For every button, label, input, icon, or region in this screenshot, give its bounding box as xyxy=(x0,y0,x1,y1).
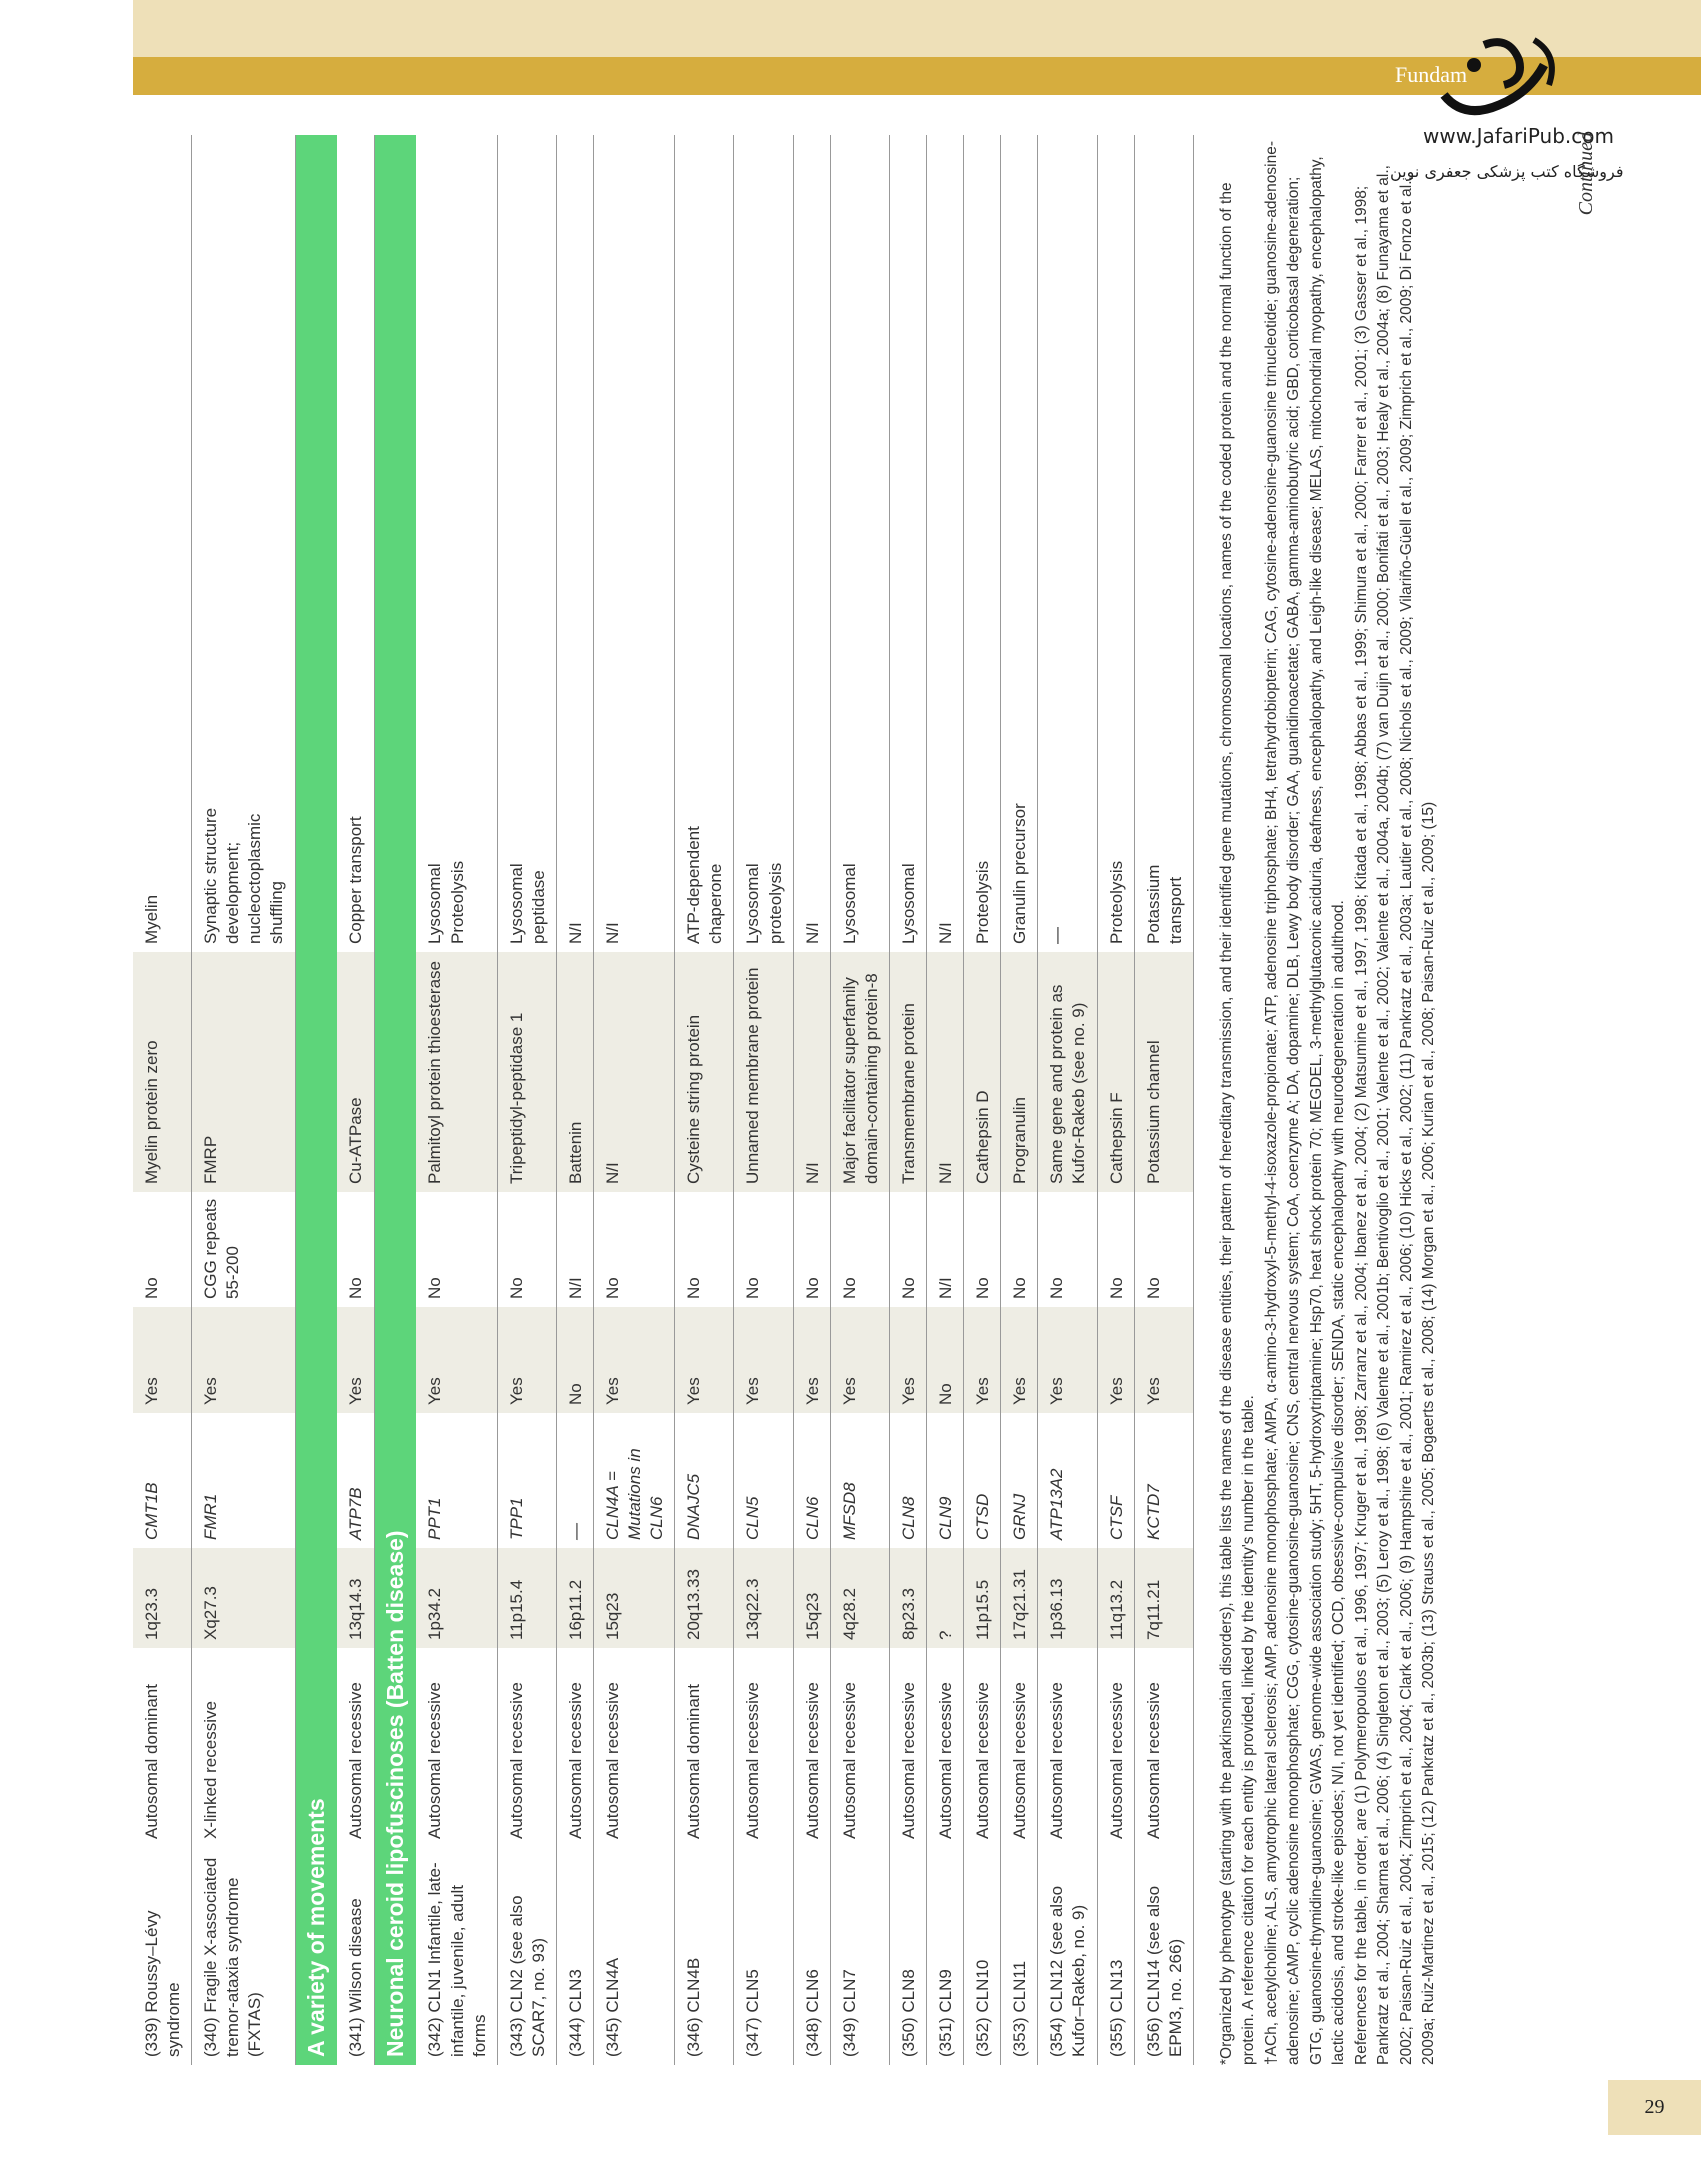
table-cell: No xyxy=(889,1192,926,1307)
table-cell: Synaptic structure development; nucleoctoplasmic shuffling xyxy=(192,797,295,952)
table-cell: (344) CLN3 xyxy=(556,1847,593,2065)
table-cell: CLN4A = Mutations in CLN6 xyxy=(594,1413,675,1548)
table-cell: Cysteine string protein xyxy=(675,952,734,1192)
table-cell: Palmitoyl protein thioesterase xyxy=(416,952,497,1192)
table-cell: 13q14.3 xyxy=(337,1548,374,1648)
table-row xyxy=(416,135,497,2065)
table-cell: (350) CLN8 xyxy=(889,1847,926,2065)
table-cell: N/I xyxy=(793,952,830,1192)
table-cell: (340) Fragile X-associated tremor-ataxia syndrome (FXTAS) xyxy=(192,1847,295,2065)
table-cell: Cathepsin D xyxy=(964,952,1001,1192)
table-cell: Autosomal recessive xyxy=(1001,1648,1038,1847)
table-cell: No xyxy=(556,1307,593,1413)
empty-cell xyxy=(927,135,964,797)
table-cell: (356) CLN14 (see also EPM3, no. 266) xyxy=(1134,1847,1193,2065)
disease-table xyxy=(133,135,1194,2065)
table-row xyxy=(889,135,926,2065)
table-cell: No xyxy=(734,1192,793,1307)
table-row xyxy=(1038,135,1097,2065)
table-cell: PPT1 xyxy=(416,1413,497,1548)
table-cell: (339) Roussy–Lévy syndrome xyxy=(133,1847,192,2065)
table-cell: Battenin xyxy=(556,952,593,1192)
table-cell: (342) CLN1 Infantile, late-infantile, juvenile, adult forms xyxy=(416,1847,497,2065)
table-footnotes xyxy=(1216,135,1441,2065)
table-cell: Lysosomal peptidase xyxy=(497,797,556,952)
table-cell: N/I xyxy=(556,797,593,952)
table-cell: CLN5 xyxy=(734,1413,793,1548)
table-cell: N/I xyxy=(927,1192,964,1307)
table-cell: No xyxy=(1001,1192,1038,1307)
section-heading: A variety of movements xyxy=(295,135,337,2065)
table-cell: No xyxy=(1134,1192,1193,1307)
table-cell: Yes xyxy=(497,1307,556,1413)
table-cell: 11q13.2 xyxy=(1097,1548,1134,1648)
table-cell: No xyxy=(1038,1192,1097,1307)
table-row xyxy=(830,135,889,2065)
table-row xyxy=(1001,135,1038,2065)
table-cell: Granulin precursor xyxy=(1001,797,1038,952)
table-cell: Cu-ATPase xyxy=(337,952,374,1192)
table-cell: 16p11.2 xyxy=(556,1548,593,1648)
table-cell: Potassium channel xyxy=(1134,952,1193,1192)
table-row xyxy=(337,135,374,2065)
table-cell: No xyxy=(594,1192,675,1307)
table-cell: Yes xyxy=(594,1307,675,1413)
empty-cell xyxy=(1097,135,1134,797)
table-cell: Tripeptidyl-peptidase 1 xyxy=(497,952,556,1192)
table-cell: N/I xyxy=(793,797,830,952)
empty-cell xyxy=(734,135,793,797)
table-row xyxy=(133,135,192,2065)
table-cell: Autosomal recessive xyxy=(793,1648,830,1847)
table-cell: (355) CLN13 xyxy=(1097,1847,1134,2065)
table-cell: GRNJ xyxy=(1001,1413,1038,1548)
table-cell: Potassium transport xyxy=(1134,797,1193,952)
table-cell: Xq27.3 xyxy=(192,1548,295,1648)
empty-cell xyxy=(1001,135,1038,797)
table-cell: 15q23 xyxy=(793,1548,830,1648)
table-cell: (349) CLN7 xyxy=(830,1847,889,2065)
continued-label: Continued xyxy=(1575,132,1597,216)
table-cell: Yes xyxy=(1001,1307,1038,1413)
table-cell: Autosomal recessive xyxy=(927,1648,964,1847)
table-cell: No xyxy=(133,1192,192,1307)
table-cell: Autosomal recessive xyxy=(734,1648,793,1847)
table-cell: (345) CLN4A xyxy=(594,1847,675,2065)
table-cell: ATP-dependent chaperone xyxy=(675,797,734,952)
section-band xyxy=(295,135,337,2065)
table-cell: 1p34.2 xyxy=(416,1548,497,1648)
table-row xyxy=(927,135,964,2065)
table-cell: ATP7B xyxy=(337,1413,374,1548)
table-cell: 7q11.21 xyxy=(1134,1548,1193,1648)
page-number: 29 xyxy=(1644,2096,1665,2118)
table-cell: No xyxy=(337,1192,374,1307)
table-cell: Autosomal recessive xyxy=(830,1648,889,1847)
table-row xyxy=(192,135,295,2065)
table-cell: 13q22.3 xyxy=(734,1548,793,1648)
table-cell: Autosomal recessive xyxy=(556,1648,593,1847)
running-header: Fundam xyxy=(1395,62,1468,87)
table-body xyxy=(133,135,1193,2065)
table-cell: Autosomal dominant xyxy=(133,1648,192,1847)
table-cell: Yes xyxy=(889,1307,926,1413)
table-cell: (354) CLN12 (see also Kufor–Rakeb, no. 9) xyxy=(1038,1847,1097,2065)
table-cell: (343) CLN2 (see also SCAR7, no. 93) xyxy=(497,1847,556,2065)
table-row xyxy=(964,135,1001,2065)
table-row xyxy=(793,135,830,2065)
table-cell: 17q21.31 xyxy=(1001,1548,1038,1648)
table-row xyxy=(497,135,556,2065)
table-cell: ATP13A2 xyxy=(1038,1413,1097,1548)
table-cell: Cathepsin F xyxy=(1097,952,1134,1192)
table-cell: Proteolysis xyxy=(964,797,1001,952)
table-cell: Lysosomal Proteolysis xyxy=(416,797,497,952)
watermark-url: www.JafariPub.com xyxy=(1423,124,1614,148)
table-cell: 1q23.3 xyxy=(133,1548,192,1648)
table-cell: Lysosomal xyxy=(889,797,926,952)
table-cell: Copper transport xyxy=(337,797,374,952)
publisher-logo xyxy=(1424,25,1574,135)
table-cell: No xyxy=(927,1307,964,1413)
table-cell: Major facilitator superfamily domain-containing protein-8 xyxy=(830,952,889,1192)
table-cell: Yes xyxy=(964,1307,1001,1413)
table-cell: Yes xyxy=(1134,1307,1193,1413)
footnote-abbreviations: †ACh, acetylcholine; ALS, amyotrophic lateral sclerosis; AMP, adenosine monophosphate; AMPA, α-amino-3-hydroxyl-5-methyl-4-isoxazole-propionate; ATP, adenosine triphosphate; BH4, tetrahydrobiopterin; CAG, cytosine-adenosine-guanosine trinucleotide; guanosine-adenosine-adenosine; cAMP, cyclic adenosine monophosphate; CGG, cytosine-guanosine-guanosine; CNS, central nervous system; CoA, coenzyme A; DA, dopamine; DLB, Lewy body disorder; GAA, guanidinoacetate; GABA, gamma-aminobutyric acid; GBD, corticobasal degeneration; GTG, guanosine-thymidine-guanosine; GWAS, genome-wide association study; 5HT, 5-hydroxytriptamine; Hsp70, heat shock protein 70; MEGDEL, 3-methylglutaconic aciduria, deafness, encephalopathy, and Leigh-like disease; MELAS, mitochondrial myopathy, encephalopathy, lactic acidosis, and stroke-like episodes; N/I, not yet identified; OCD, obsessive-compulsive disorder; SENDA, static encephalopathy with neurodegeneration in adulthood. xyxy=(1262,140,1348,2065)
table-cell: 11p15.4 xyxy=(497,1548,556,1648)
table-cell: MFSD8 xyxy=(830,1413,889,1548)
empty-cell xyxy=(133,135,192,797)
section-heading: Neuronal ceroid lipofuscinoses (Batten disease) xyxy=(374,135,416,2065)
table-cell: (348) CLN6 xyxy=(793,1847,830,2065)
table-cell: Myelin protein zero xyxy=(133,952,192,1192)
rotated-table-page xyxy=(133,135,1437,2065)
table-cell: Yes xyxy=(1038,1307,1097,1413)
empty-cell xyxy=(675,135,734,797)
table-cell: (341) Wilson disease xyxy=(337,1847,374,2065)
table-cell: Autosomal recessive xyxy=(1097,1648,1134,1847)
empty-cell xyxy=(192,135,295,797)
table-cell: (351) CLN9 xyxy=(927,1847,964,2065)
table-cell: Yes xyxy=(1097,1307,1134,1413)
empty-cell xyxy=(889,135,926,797)
table-cell: Autosomal recessive xyxy=(889,1648,926,1847)
footnote-references: References for the table, in order, are (1) Polymeropoulos et al., 1996, 1997; Kruger et al., 1998; Zarranz et al., 2004; Ibanez et al., 2004; (2) Matsumine et al., 1997, 1998; Kitada et al., 1998; Abbas et al., 1999; Shimura et al., 2000; Farrer et al., 2001; (3) Gasser et al., 1998; Pankratz et al., 2004; Sharma et al., 2006; (4) Singleton et al., 2003; (5) Leroy et al., 1998; (6) Valente et al., 2001b; Bentivoglio et al., 2001; Valente et al., 2002; Valente et al., 2004a, 2004b; (7) van Duijn et al., 2000; Bonifati et al., 2003; Healy et al., 2004a; (8) Funayama et al., 2002; Paisan-Ruiz et al., 2004; Zimprich et al., 2004; Clark et al., 2006; (9) Hampshire et al., 2001; Ramirez et al., 2006; (10) Hicks et al., 2002; (11) Pankratz et al., 2003a; Lautier et al., 2008; Nichols et al., 2009; Vilariño-Güell et al., 2009; Zimprich et al., 2009; Di Fonzo et al., 2009a; Ruiz-Martinez et al., 2015; (12) Pankratz et al., 2003b; (13) Strauss et al., 2005; Bogaerts et al., 2008; (14) Morgan et al., 2006; Kurian et al., 2008; Paisan-Ruiz et al., 2009; (15) xyxy=(1352,165,1437,2065)
watermark-persian: فروشگاه کتب پزشکی جعفری نوین xyxy=(1390,162,1624,181)
table-cell: No xyxy=(830,1192,889,1307)
empty-cell xyxy=(793,135,830,797)
table-cell: Autosomal recessive xyxy=(416,1648,497,1847)
empty-cell xyxy=(830,135,889,797)
table-cell: Yes xyxy=(416,1307,497,1413)
table-cell: No xyxy=(416,1192,497,1307)
table-cell: Autosomal recessive xyxy=(497,1648,556,1847)
table-row xyxy=(556,135,593,2065)
table-cell: Yes xyxy=(133,1307,192,1413)
table-cell: Unnamed membrane protein xyxy=(734,952,793,1192)
table-row xyxy=(675,135,734,2065)
footnote-organization: *Organized by phenotype (starting with the parkinsonian disorders), this table lists the names of the disease entities, their pattern of hereditary transmission, and their identified gene mutations, chromosomal locations, names of the coded protein and the normal function of the protein. A reference citation for each entity is provided, linked by the identity's number in the table. xyxy=(1217,182,1258,2065)
table-cell: CLN8 xyxy=(889,1413,926,1548)
table-cell: N/I xyxy=(927,952,964,1192)
table-cell: CLN6 xyxy=(793,1413,830,1548)
empty-cell xyxy=(337,135,374,797)
table-cell: CTSF xyxy=(1097,1413,1134,1548)
table-cell: Yes xyxy=(793,1307,830,1413)
table-cell: CGG repeats 55-200 xyxy=(192,1192,295,1307)
table-cell: X-linked recessive xyxy=(192,1648,295,1847)
table-cell: FMRP xyxy=(192,952,295,1192)
table-cell: 8p23.3 xyxy=(889,1548,926,1648)
table-cell: Autosomal recessive xyxy=(1038,1648,1097,1847)
table-cell: 1p36.13 xyxy=(1038,1548,1097,1648)
table-cell: ? xyxy=(927,1548,964,1648)
table-cell: CTSD xyxy=(964,1413,1001,1548)
empty-cell xyxy=(1038,135,1097,797)
table-cell: No xyxy=(497,1192,556,1307)
table-cell: CMT1B xyxy=(133,1413,192,1548)
table-cell: Autosomal recessive xyxy=(594,1648,675,1847)
table-cell: Yes xyxy=(830,1307,889,1413)
empty-cell xyxy=(556,135,593,797)
table-row xyxy=(1134,135,1193,2065)
table-cell: 15q23 xyxy=(594,1548,675,1648)
table-cell: Autosomal recessive xyxy=(964,1648,1001,1847)
table-cell: 4q28.2 xyxy=(830,1548,889,1648)
table-cell: No xyxy=(675,1192,734,1307)
table-cell: FMR1 xyxy=(192,1413,295,1548)
table-cell: N/I xyxy=(594,952,675,1192)
table-cell: CLN9 xyxy=(927,1413,964,1548)
table-cell: TPP1 xyxy=(497,1413,556,1548)
table-cell: Yes xyxy=(337,1307,374,1413)
empty-cell xyxy=(497,135,556,797)
table-cell: Transmembrane protein xyxy=(889,952,926,1192)
table-cell: — xyxy=(1038,797,1097,952)
table-cell: Autosomal recessive xyxy=(337,1648,374,1847)
table-cell: Myelin xyxy=(133,797,192,952)
table-row xyxy=(594,135,675,2065)
empty-cell xyxy=(594,135,675,797)
table-cell: Yes xyxy=(675,1307,734,1413)
table-cell: Proteolysis xyxy=(1097,797,1134,952)
section-band xyxy=(374,135,416,2065)
table-cell: Autosomal dominant xyxy=(675,1648,734,1847)
table-cell: KCTD7 xyxy=(1134,1413,1193,1548)
table-cell: Lysosomal xyxy=(830,797,889,952)
empty-cell xyxy=(964,135,1001,797)
table-cell: 20q13.33 xyxy=(675,1548,734,1648)
table-cell: No xyxy=(964,1192,1001,1307)
empty-cell xyxy=(416,135,497,797)
table-cell: No xyxy=(1097,1192,1134,1307)
table-cell: Yes xyxy=(192,1307,295,1413)
table-cell: (353) CLN11 xyxy=(1001,1847,1038,2065)
table-cell: (346) CLN4B xyxy=(675,1847,734,2065)
table-cell: N/I xyxy=(556,1192,593,1307)
table-cell: — xyxy=(556,1413,593,1548)
table-cell: No xyxy=(793,1192,830,1307)
table-row xyxy=(1097,135,1134,2065)
empty-cell xyxy=(1134,135,1193,797)
table-cell: Yes xyxy=(734,1307,793,1413)
table-cell: Autosomal recessive xyxy=(1134,1648,1193,1847)
table-cell: N/I xyxy=(927,797,964,952)
table-cell: (352) CLN10 xyxy=(964,1847,1001,2065)
table-cell: 11p15.5 xyxy=(964,1548,1001,1648)
table-row xyxy=(734,135,793,2065)
table-cell: DNAJC5 xyxy=(675,1413,734,1548)
table-cell: (347) CLN5 xyxy=(734,1847,793,2065)
table-cell: Progranulin xyxy=(1001,952,1038,1192)
table-cell: N/I xyxy=(594,797,675,952)
table-cell: Lysosomal proteolysis xyxy=(734,797,793,952)
table-cell: Same gene and protein as Kufor-Rakeb (see no. 9) xyxy=(1038,952,1097,1192)
